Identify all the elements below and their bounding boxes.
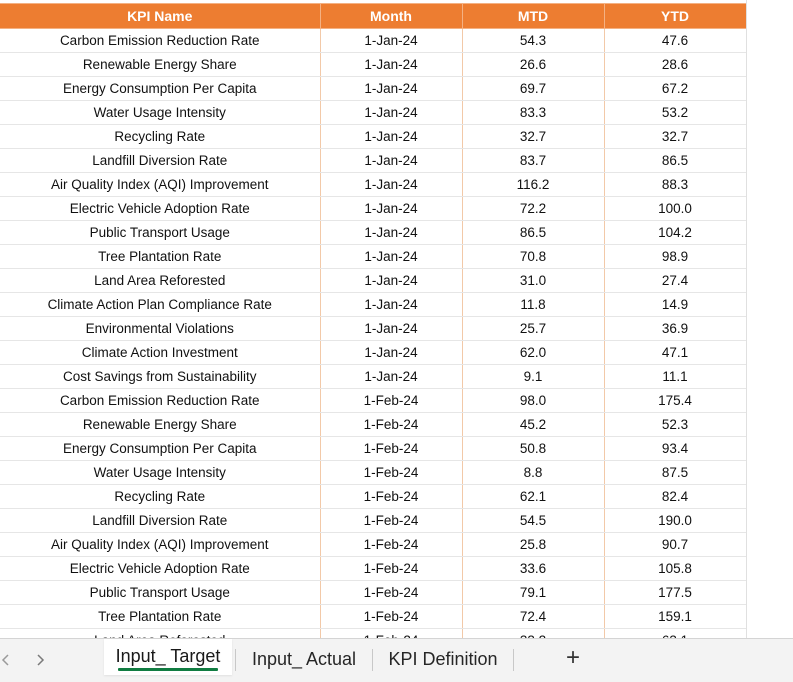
cell-mtd[interactable]: 86.5 xyxy=(462,221,604,245)
table-row xyxy=(0,341,746,365)
header-month[interactable]: Month xyxy=(320,4,462,29)
chevron-left-icon[interactable] xyxy=(0,647,18,673)
cell-month[interactable]: 1-Feb-24 xyxy=(320,389,462,413)
cell-ytd[interactable]: 53.2 xyxy=(604,101,746,125)
table-row xyxy=(0,365,746,389)
cell-mtd[interactable]: 62.1 xyxy=(462,485,604,509)
cell-ytd[interactable]: 47.6 xyxy=(604,29,746,53)
cell-mtd[interactable]: 32.7 xyxy=(462,125,604,149)
cell-kpi-name[interactable]: Renewable Energy Share xyxy=(0,53,320,77)
cell-month[interactable]: 1-Jan-24 xyxy=(320,101,462,125)
header-ytd[interactable]: YTD xyxy=(604,4,746,29)
cell-mtd[interactable]: 26.6 xyxy=(462,53,604,77)
cell-mtd[interactable]: 83.7 xyxy=(462,149,604,173)
table-row xyxy=(0,413,746,437)
table-row xyxy=(0,437,746,461)
plus-icon: + xyxy=(565,644,580,671)
cell-kpi-name[interactable]: Renewable Energy Share xyxy=(0,413,320,437)
table-row xyxy=(0,485,746,509)
table-row xyxy=(0,509,746,533)
cell-ytd[interactable]: 86.5 xyxy=(604,149,746,173)
cell-kpi-name[interactable]: Air Quality Index (AQI) Improvement xyxy=(0,173,320,197)
cell-month[interactable]: 1-Jan-24 xyxy=(320,149,462,173)
cell-kpi-name[interactable]: Climate Action Investment xyxy=(0,341,320,365)
table-row xyxy=(0,125,746,149)
cell-ytd[interactable]: 14.9 xyxy=(604,293,746,317)
cell-kpi-name[interactable]: Carbon Emission Reduction Rate xyxy=(0,29,320,53)
cell-mtd[interactable]: 50.8 xyxy=(462,437,604,461)
cell-ytd[interactable]: 159.1 xyxy=(604,605,746,629)
cell-ytd[interactable]: 28.6 xyxy=(604,53,746,77)
cell-month[interactable]: 1-Jan-24 xyxy=(320,293,462,317)
cell-month[interactable]: 1-Feb-24 xyxy=(320,581,462,605)
cell-ytd[interactable]: 36.9 xyxy=(604,317,746,341)
cell-month[interactable]: 1-Jan-24 xyxy=(320,221,462,245)
table-row xyxy=(0,29,746,53)
cell-mtd[interactable]: 8.8 xyxy=(462,461,604,485)
cell-mtd[interactable]: 70.8 xyxy=(462,245,604,269)
tab-label: Input_ Actual xyxy=(251,649,357,669)
cell-kpi-name[interactable]: Land Area Reforested xyxy=(0,269,320,293)
cell-month[interactable]: 1-Feb-24 xyxy=(320,557,462,581)
cell-kpi-name[interactable]: Landfill Diversion Rate xyxy=(0,149,320,173)
cell-mtd[interactable]: 69.7 xyxy=(462,77,604,101)
cell-kpi-name[interactable]: Landfill Diversion Rate xyxy=(0,509,320,533)
tab-label: Input_ Target xyxy=(115,646,221,666)
cell-mtd[interactable]: 33.6 xyxy=(462,557,604,581)
column-gridline xyxy=(746,0,747,638)
table-row xyxy=(0,173,746,197)
cell-ytd[interactable]: 87.5 xyxy=(604,461,746,485)
cell-kpi-name[interactable]: Air Quality Index (AQI) Improvement xyxy=(0,533,320,557)
cell-mtd[interactable]: 79.1 xyxy=(462,581,604,605)
cell-ytd[interactable]: 88.3 xyxy=(604,173,746,197)
cell-kpi-name[interactable]: Energy Consumption Per Capita xyxy=(0,77,320,101)
table-row xyxy=(0,293,746,317)
tab-label: KPI Definition xyxy=(388,649,498,669)
cell-mtd[interactable]: 54.5 xyxy=(462,509,604,533)
table-row xyxy=(0,77,746,101)
cell-mtd[interactable]: 116.2 xyxy=(462,173,604,197)
cell-ytd[interactable]: 67.2 xyxy=(604,77,746,101)
cell-month[interactable]: 1-Jan-24 xyxy=(320,317,462,341)
table-row xyxy=(0,245,746,269)
cell-mtd[interactable]: 62.0 xyxy=(462,341,604,365)
cell-mtd[interactable]: 11.8 xyxy=(462,293,604,317)
cell-month[interactable]: 1-Feb-24 xyxy=(320,509,462,533)
cell-kpi-name[interactable]: Tree Plantation Rate xyxy=(0,605,320,629)
table-row xyxy=(0,389,746,413)
cell-month[interactable]: 1-Jan-24 xyxy=(320,77,462,101)
cell-kpi-name[interactable]: Carbon Emission Reduction Rate xyxy=(0,389,320,413)
cell-month[interactable]: 1-Jan-24 xyxy=(320,197,462,221)
table-row xyxy=(0,533,746,557)
tab-separator xyxy=(372,649,373,671)
cell-ytd[interactable]: 105.8 xyxy=(604,557,746,581)
tab-input-target[interactable] xyxy=(104,639,232,675)
table-row xyxy=(0,557,746,581)
cell-mtd[interactable]: 54.3 xyxy=(462,29,604,53)
cell-month[interactable]: 1-Jan-24 xyxy=(320,173,462,197)
cell-mtd[interactable]: 25.7 xyxy=(462,317,604,341)
cell-mtd[interactable]: 72.4 xyxy=(462,605,604,629)
tab-separator xyxy=(235,649,236,671)
cell-mtd[interactable]: 72.2 xyxy=(462,197,604,221)
cell-month[interactable]: 1-Jan-24 xyxy=(320,269,462,293)
cell-mtd[interactable]: 25.8 xyxy=(462,533,604,557)
active-tab-indicator xyxy=(118,668,218,671)
cell-kpi-name[interactable]: Climate Action Plan Compliance Rate xyxy=(0,293,320,317)
cell-kpi-name[interactable]: Water Usage Intensity xyxy=(0,101,320,125)
cell-mtd[interactable]: 9.1 xyxy=(462,365,604,389)
table-row xyxy=(0,461,746,485)
cell-kpi-name[interactable]: Recycling Rate xyxy=(0,485,320,509)
cell-ytd[interactable]: 11.1 xyxy=(604,365,746,389)
cell-month[interactable]: 1-Feb-24 xyxy=(320,533,462,557)
table-row xyxy=(0,53,746,77)
cell-ytd[interactable]: 32.7 xyxy=(604,125,746,149)
table-row xyxy=(0,221,746,245)
cell-month[interactable]: 1-Feb-24 xyxy=(320,413,462,437)
table-body xyxy=(0,29,746,653)
cell-ytd[interactable]: 52.3 xyxy=(604,413,746,437)
cell-month[interactable]: 1-Feb-24 xyxy=(320,461,462,485)
cell-month[interactable]: 1-Feb-24 xyxy=(320,605,462,629)
cell-mtd[interactable]: 45.2 xyxy=(462,413,604,437)
cell-ytd[interactable]: 104.2 xyxy=(604,221,746,245)
table-row xyxy=(0,269,746,293)
cell-ytd[interactable]: 27.4 xyxy=(604,269,746,293)
table-row xyxy=(0,581,746,605)
cell-kpi-name[interactable]: Electric Vehicle Adoption Rate xyxy=(0,557,320,581)
cell-kpi-name[interactable]: Water Usage Intensity xyxy=(0,461,320,485)
tab-kpi-definition[interactable] xyxy=(378,643,508,675)
table-row xyxy=(0,101,746,125)
cell-kpi-name[interactable]: Public Transport Usage xyxy=(0,581,320,605)
cell-ytd[interactable]: 100.0 xyxy=(604,197,746,221)
cell-ytd[interactable]: 47.1 xyxy=(604,341,746,365)
cell-ytd[interactable]: 93.4 xyxy=(604,437,746,461)
cell-mtd[interactable]: 98.0 xyxy=(462,389,604,413)
cell-kpi-name[interactable]: Public Transport Usage xyxy=(0,221,320,245)
cell-kpi-name[interactable]: Recycling Rate xyxy=(0,125,320,149)
cell-ytd[interactable]: 175.4 xyxy=(604,389,746,413)
cell-ytd[interactable]: 177.5 xyxy=(604,581,746,605)
cell-ytd[interactable]: 90.7 xyxy=(604,533,746,557)
cell-month[interactable]: 1-Jan-24 xyxy=(320,29,462,53)
table-row xyxy=(0,605,746,629)
table-row xyxy=(0,317,746,341)
cell-kpi-name[interactable]: Cost Savings from Sustainability xyxy=(0,365,320,389)
cell-kpi-name[interactable]: Tree Plantation Rate xyxy=(0,245,320,269)
header-row xyxy=(0,4,746,29)
header-mtd[interactable]: MTD xyxy=(462,4,604,29)
cell-ytd[interactable]: 82.4 xyxy=(604,485,746,509)
cell-kpi-name[interactable]: Environmental Violations xyxy=(0,317,320,341)
cell-kpi-name[interactable]: Electric Vehicle Adoption Rate xyxy=(0,197,320,221)
cell-mtd[interactable]: 83.3 xyxy=(462,101,604,125)
kpi-target-table xyxy=(0,4,747,653)
chevron-right-icon[interactable] xyxy=(28,647,52,673)
header-kpi-name[interactable]: KPI Name xyxy=(0,4,320,29)
cell-month[interactable]: 1-Jan-24 xyxy=(320,365,462,389)
cell-month[interactable]: 1-Feb-24 xyxy=(320,485,462,509)
tab-input-actual[interactable] xyxy=(240,643,368,675)
table-row xyxy=(0,149,746,173)
cell-month[interactable]: 1-Jan-24 xyxy=(320,53,462,77)
cell-mtd[interactable]: 31.0 xyxy=(462,269,604,293)
sheet-tab-bar xyxy=(0,638,793,682)
cell-month[interactable]: 1-Jan-24 xyxy=(320,245,462,269)
cell-month[interactable]: 1-Jan-24 xyxy=(320,125,462,149)
cell-kpi-name[interactable]: Energy Consumption Per Capita xyxy=(0,437,320,461)
tab-separator xyxy=(513,649,514,671)
table-row xyxy=(0,197,746,221)
cell-month[interactable]: 1-Jan-24 xyxy=(320,341,462,365)
cell-ytd[interactable]: 98.9 xyxy=(604,245,746,269)
add-sheet-button[interactable] xyxy=(558,643,588,675)
cell-ytd[interactable]: 190.0 xyxy=(604,509,746,533)
cell-month[interactable]: 1-Feb-24 xyxy=(320,437,462,461)
